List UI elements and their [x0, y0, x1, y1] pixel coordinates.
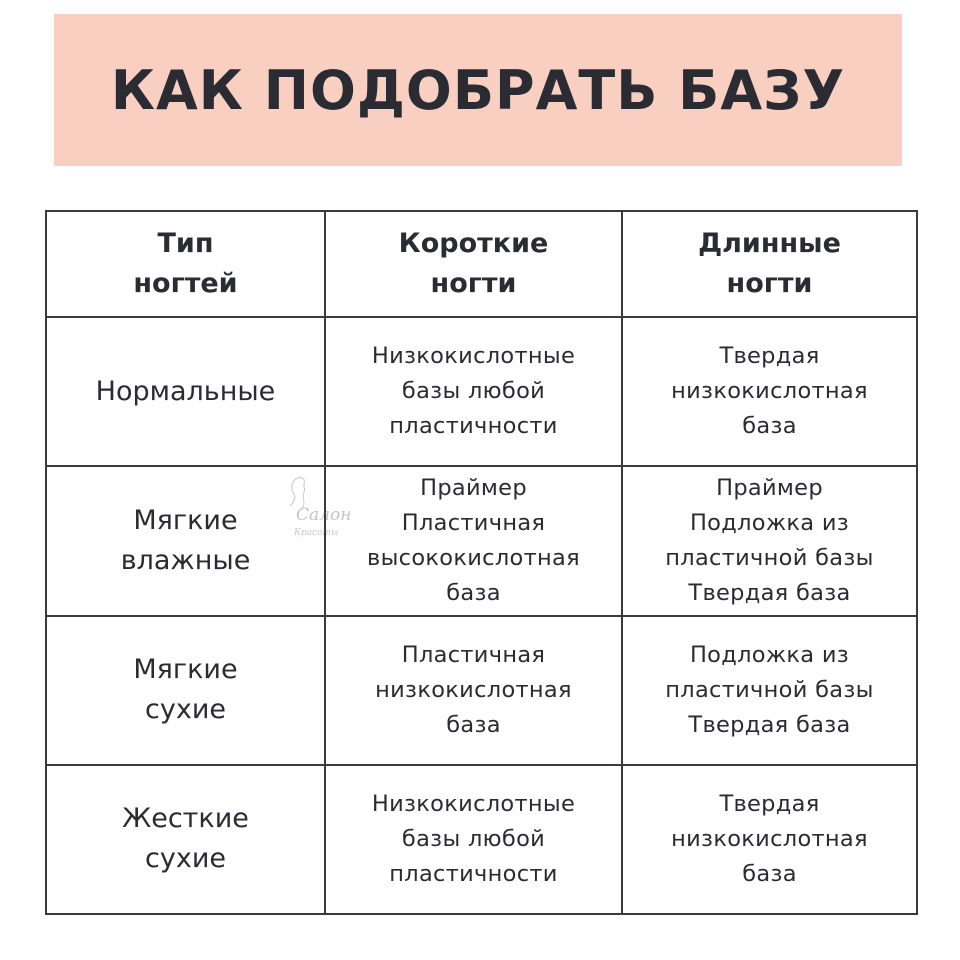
cell-line: Мягкие [133, 654, 238, 686]
cell-line: пластичной базы [665, 676, 874, 703]
cell-line: Подложка из [689, 641, 850, 668]
cell-line: Твердая база [688, 579, 851, 606]
cell-line: Пластичная [401, 641, 546, 668]
cell-line: низкокислотная [671, 378, 868, 405]
cell-line: Низкокислотные [371, 343, 576, 370]
cell-line: Твердая [719, 790, 820, 817]
cell-line: базы любой [401, 825, 546, 852]
table-row [46, 616, 917, 765]
table-row [46, 765, 917, 914]
header-line: ногтей [133, 268, 238, 300]
cell-line: Низкокислотные [371, 790, 576, 817]
title-banner [54, 14, 902, 166]
cell-line: Твердая [719, 343, 820, 370]
long-nails-cell [622, 317, 917, 466]
header-nail-type [46, 211, 325, 317]
nail-type-cell [46, 466, 325, 615]
header-long-nails [622, 211, 917, 317]
header-line: ногти [726, 268, 813, 300]
long-nails-cell [622, 765, 917, 914]
header-short-nails [325, 211, 622, 317]
cell-line: низкокислотная [375, 676, 572, 703]
header-line: Длинные [698, 228, 841, 260]
cell-line: база [742, 413, 797, 440]
nail-type-cell [46, 317, 325, 466]
cell-line: пластичности [389, 860, 558, 887]
header-row [46, 211, 917, 317]
cell-line: низкокислотная [671, 825, 868, 852]
cell-line: сухие [145, 843, 226, 875]
watermark-name: Салон [296, 505, 352, 525]
base-selection-table [45, 210, 918, 915]
table-row [46, 317, 917, 466]
cell-line: Мягкие [133, 504, 238, 536]
nail-type-cell [46, 616, 325, 765]
long-nails-cell [622, 466, 917, 615]
short-nails-cell [325, 765, 622, 914]
nail-type-cell [46, 765, 325, 914]
short-nails-cell [325, 466, 622, 615]
header-line: Короткие [398, 228, 549, 260]
cell-line: Нормальные [95, 375, 276, 407]
cell-line: Жесткие [122, 803, 249, 835]
cell-line: Праймер [420, 474, 527, 501]
cell-line: база [446, 579, 501, 606]
cell-line: базы любой [401, 378, 546, 405]
cell-line: влажные [120, 544, 251, 576]
watermark-sub: Красоты [294, 528, 339, 538]
cell-line: Праймер [716, 474, 823, 501]
header-line: ногти [430, 268, 517, 300]
cell-line: база [446, 711, 501, 738]
cell-line: Подложка из [689, 509, 850, 536]
short-nails-cell [325, 317, 622, 466]
cell-line: Твердая база [688, 711, 851, 738]
cell-line: Пластичная [401, 509, 546, 536]
cell-line: база [742, 860, 797, 887]
header-line: Тип [157, 228, 214, 260]
cell-line: высококислотная [367, 544, 580, 571]
long-nails-cell [622, 616, 917, 765]
table-row [46, 466, 917, 615]
short-nails-cell [325, 616, 622, 765]
cell-line: пластичности [389, 413, 558, 440]
cell-line: пластичной базы [665, 544, 874, 571]
page-title: КАК ПОДОБРАТЬ БАЗУ [110, 58, 846, 122]
cell-line: сухие [145, 694, 226, 726]
